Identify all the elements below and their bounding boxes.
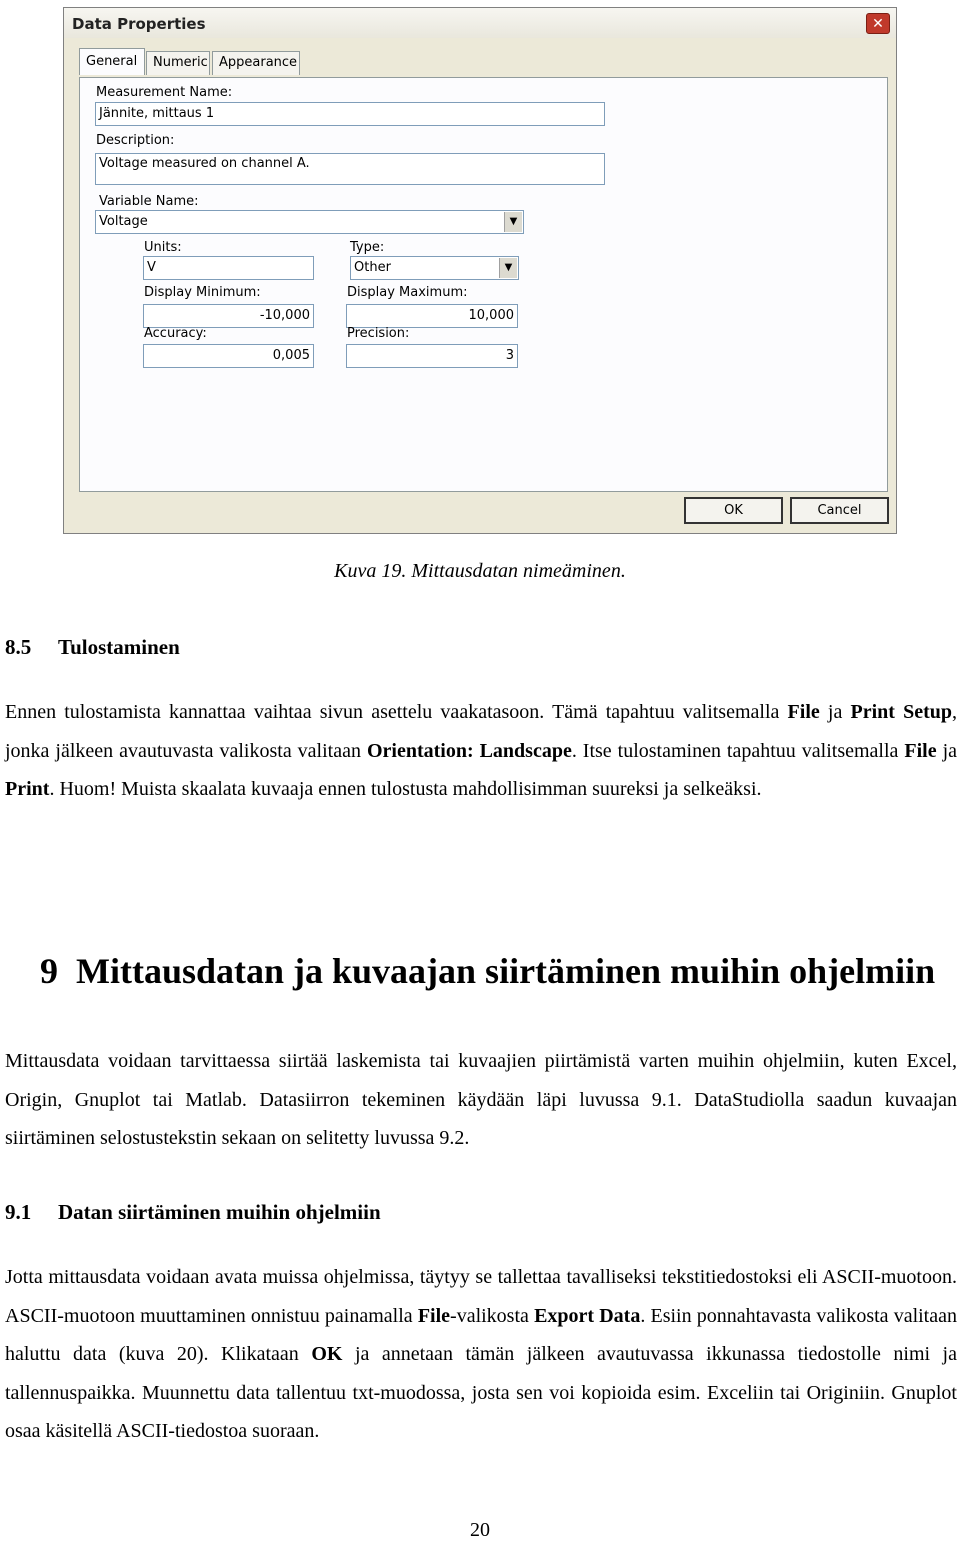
measurement-name-field[interactable]: Jännite, mittaus 1	[95, 102, 605, 126]
tab-appearance[interactable]: Appearance	[212, 51, 300, 75]
description-label: Description:	[96, 133, 175, 148]
display-minimum-field[interactable]: -10,000	[143, 304, 314, 328]
bold-term: File	[787, 701, 820, 723]
text-run: ja	[936, 739, 957, 762]
dialog-title: Data Properties	[72, 15, 206, 33]
text-run: . Esiin ponnahtavasta valikosta valitaan haluttu data (kuva 20). Klikataan	[5, 1304, 957, 1365]
section-number: 8.5	[5, 635, 32, 659]
display-maximum-field[interactable]: 10,000	[346, 304, 518, 328]
paragraph-chapter-9	[5, 1042, 957, 1158]
section-number: 9.1	[5, 1200, 32, 1224]
section-heading-8-5	[5, 635, 180, 660]
units-label: Units:	[144, 240, 182, 255]
bold-term: OK	[311, 1343, 343, 1365]
text-run: Mittausdata voidaan tarvittaessa siirtää laskemista tai kuvaajien piirtämistä varten muihin ohjelmiin, kuten Excel, Origin, Gnuplot tai Matlab. Datasiirron tekeminen käydään läpi luvussa 9.1. DataStudiolla saadun kuvaajan siirtäminen selostustekstin sekaan on selitetty luvussa 9.2.	[5, 1050, 957, 1149]
dialog-titlebar[interactable]	[64, 8, 896, 38]
text-run: , jonka jälkeen avautuvasta valikosta valitaan	[5, 701, 957, 762]
chapter-title: Mittausdatan ja kuvaajan siirtäminen muihin ohjelmiin	[76, 951, 936, 991]
type-label: Type:	[350, 240, 385, 255]
close-icon[interactable]: ✕	[866, 13, 890, 34]
section-title: Tulostaminen	[58, 635, 180, 659]
display-maximum-label: Display Maximum:	[347, 285, 468, 300]
text-run: ja	[819, 701, 851, 723]
chevron-down-icon[interactable]: ▼	[504, 212, 522, 232]
data-properties-dialog	[63, 7, 897, 534]
section-heading-9-1	[5, 1200, 381, 1225]
measurement-name-label: Measurement Name:	[96, 85, 233, 100]
bold-term: File	[417, 1304, 451, 1327]
section-title: Datan siirtäminen muihin ohjelmiin	[58, 1200, 381, 1224]
tab-general[interactable]: General	[79, 48, 145, 75]
page-number: 20	[470, 1519, 490, 1541]
type-value: Other	[354, 260, 391, 275]
text-run: ja annetaan tämän jälkeen avautuvassa ikkunassa tiedostolle nimi ja tallennuspaikka. Muunnettu data tallentuu txt-muodossa, josta sen voi kopioida esim. Exceliin tai Originiin. Gnuplot osaa käsitellä ASCII-tiedostoa suoraan.	[5, 1343, 957, 1442]
figure-caption: Kuva 19. Mittausdatan nimeäminen.	[334, 560, 626, 582]
accuracy-label: Accuracy:	[144, 326, 207, 341]
precision-field[interactable]: 3	[346, 344, 518, 368]
type-select[interactable]	[350, 256, 519, 280]
text-run: Ennen tulostamista kannattaa vaihtaa sivun asettelu vaakatasoon. Tämä tapahtuu valitsemalla	[5, 701, 788, 723]
bold-term: Orientation: Landscape	[366, 739, 572, 762]
variable-name-select[interactable]	[95, 210, 524, 234]
bold-term: File	[904, 739, 937, 762]
display-minimum-label: Display Minimum:	[144, 285, 261, 300]
text-run: . Huom! Muista skaalata kuvaaja ennen tulostusta mahdollisimman suureksi ja selkeäksi.	[49, 778, 762, 800]
variable-name-value: Voltage	[99, 214, 148, 229]
description-field[interactable]: Voltage measured on channel A.	[95, 153, 605, 185]
bold-term: Export Data	[534, 1304, 641, 1327]
precision-label: Precision:	[347, 326, 410, 341]
paragraph-data-export	[5, 1258, 957, 1451]
bold-term: Print Setup	[850, 701, 952, 723]
paragraph-printing	[5, 693, 957, 809]
bold-term: Print	[5, 778, 50, 800]
variable-name-label: Variable Name:	[99, 194, 199, 209]
chapter-heading-9	[40, 950, 935, 992]
units-field[interactable]: V	[143, 256, 314, 280]
chapter-number: 9	[40, 951, 58, 991]
text-run: . Itse tulostaminen tapahtuu valitsemalla	[571, 739, 905, 762]
tab-numeric[interactable]: Numeric	[146, 51, 210, 75]
accuracy-field[interactable]: 0,005	[143, 344, 314, 368]
ok-button[interactable]: OK	[684, 497, 783, 524]
chevron-down-icon[interactable]: ▼	[499, 258, 517, 278]
text-run: Jotta mittausdata voidaan avata muissa ohjelmissa, täytyy se tallettaa tavalliseksi tekstitiedostoksi eli ASCII-muotoon. ASCII-muotoon muuttaminen onnistuu painamalla	[5, 1266, 957, 1327]
text-run: -valikosta	[450, 1304, 535, 1327]
cancel-button[interactable]: Cancel	[790, 497, 889, 524]
